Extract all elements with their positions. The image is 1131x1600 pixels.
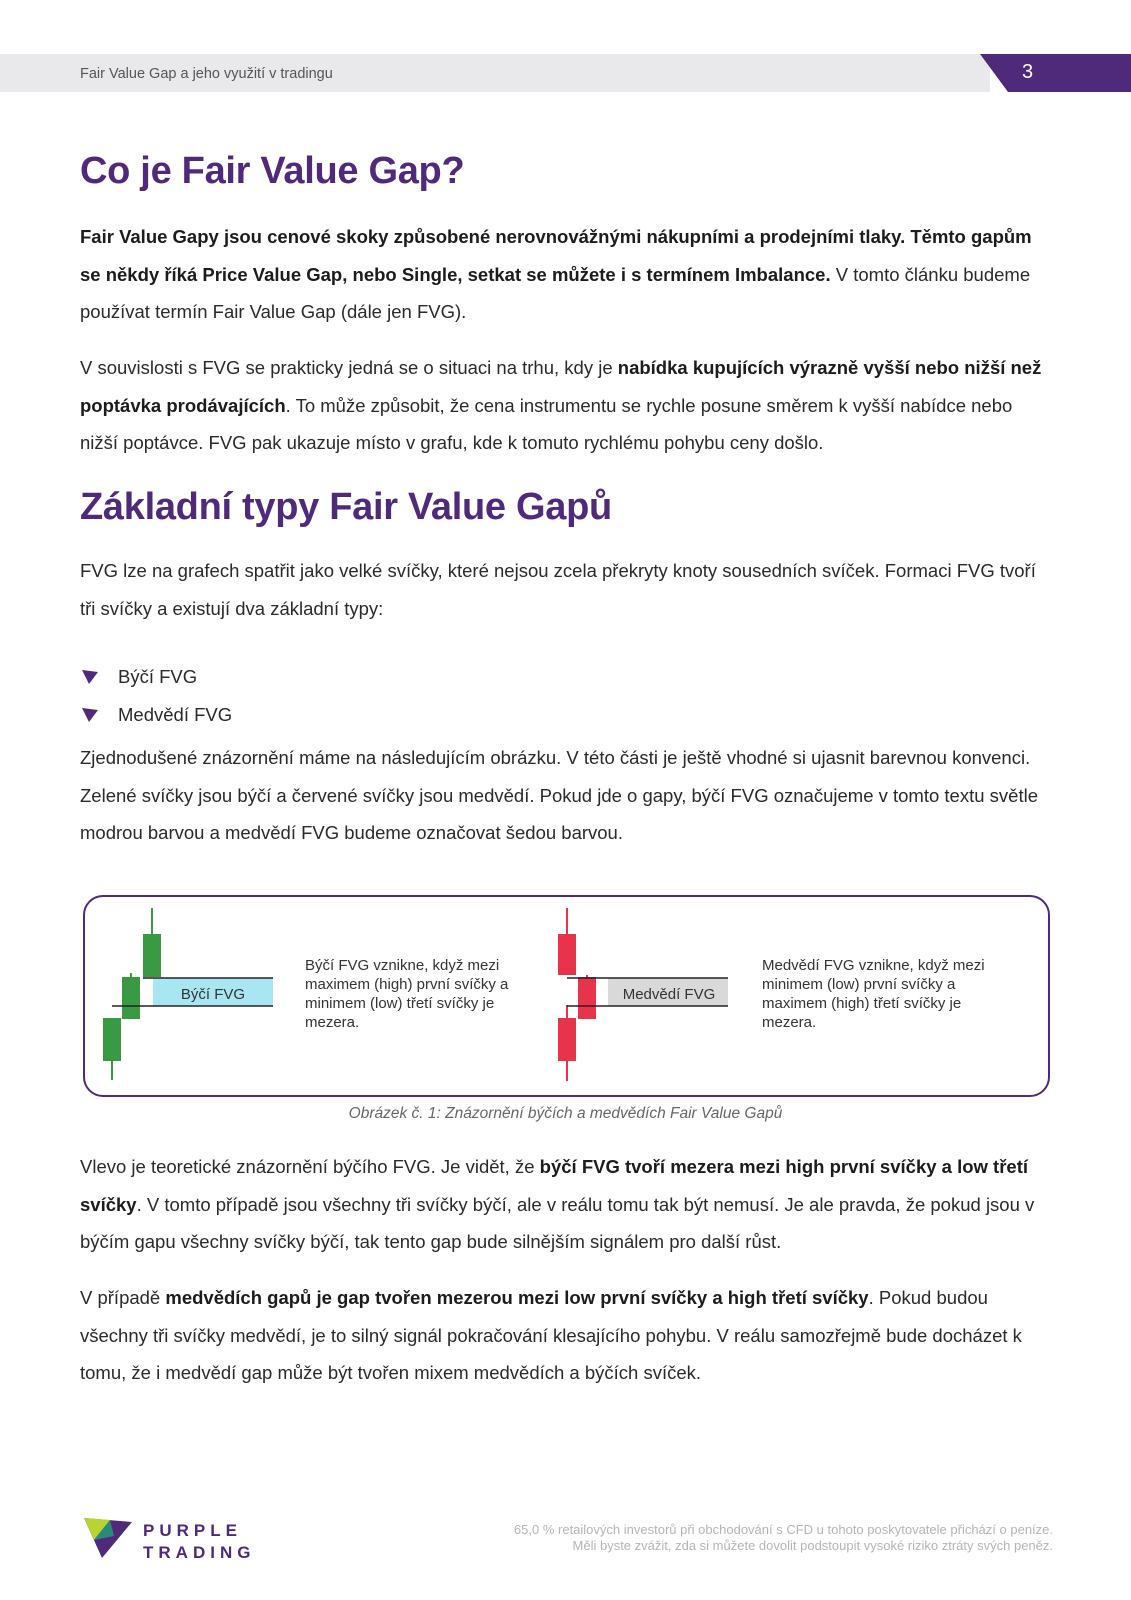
list-item xyxy=(80,696,232,734)
text-span: V souvislosti s FVG se prakticky jedná se o situaci na trhu, kdy je xyxy=(80,357,618,378)
paragraph-bearish-explanation xyxy=(80,1279,1052,1392)
bull-fvg-description: Býčí FVG vznikne, když mezi maximem (high) první svíčky a minimem (low) třetí svíčky je mezera. xyxy=(305,957,509,1031)
bull-candle-2 xyxy=(122,977,140,1019)
text-bold: býčí FVG tvoří mezera mezi high první svíčky a low třetí svíčky xyxy=(80,1156,1029,1215)
text-span: Vlevo je teoretické znázornění býčího FVG. Je vidět, že xyxy=(80,1156,540,1177)
logo-wordmark xyxy=(143,1520,255,1564)
logo-line-1: PURPLE xyxy=(143,1521,242,1540)
text-span: V případě xyxy=(80,1287,166,1308)
paragraph-market-situation xyxy=(80,349,1052,462)
triangle-bullet-icon xyxy=(82,670,98,684)
bear-gap-label: Medvědí FVG xyxy=(622,985,715,1003)
disclaimer-line-1: 65,0 % retailových investorů při obchodování s CFD u tohoto poskytovatele přichází o peníze. xyxy=(513,1522,1053,1537)
triangle-bullet-icon xyxy=(82,708,98,722)
paragraph-intro-types: FVG lze na grafech spatřit jako velké svíčky, které nejsou zcela překryty knoty sousedních svíček. Formaci FVG tvoří tři svíčky a existují dva základní typy: xyxy=(80,560,1036,619)
list-item xyxy=(80,658,232,696)
page-number: 3 xyxy=(1022,61,1034,83)
document-title: Fair Value Gap a jeho využití v tradingu xyxy=(80,66,333,82)
page-number-tab xyxy=(980,54,1131,92)
bear-candle-1 xyxy=(558,934,576,975)
text-span: . To může způsobit, že cena instrumentu se rychle posune směrem k vyšší nabídce nebo nižší poptávce. FVG pak ukazuje místo v grafu, kde k tomuto rychlému pohybu ceny došlo. xyxy=(80,394,1013,453)
bull-candle-3 xyxy=(143,934,161,977)
figure-caption: Obrázek č. 1: Znázornění býčích a medvědích Fair Value Gapů xyxy=(348,1105,783,1122)
heading-what-is-fvg: Co je Fair Value Gap? xyxy=(80,150,465,192)
text-bold: nabídka kupujících výrazně vyšší nebo nižší než poptávka prodávajících xyxy=(80,357,1042,416)
text-span: . Pokud budou všechny tři svíčky medvědí, je to silný signál pokračování klesajícího pohybu. V reálu samozřejmě bude docházet k tomu, že i medvědí gap může být tvořen mixem medvědích a býčích svíček. xyxy=(80,1287,1022,1383)
definition-bold: Fair Value Gapy jsou cenové skoky způsobené nerovnovážnými nákupními a prodejními tlaky. Těmto gapům se někdy říká Price Value Gap, nebo Single, setkat se můžete i s termínem Imbalance. xyxy=(80,226,1032,285)
definition-rest: V tomto článku budeme používat termín Fair Value Gap (dále jen FVG). xyxy=(80,263,1031,322)
fvg-figure xyxy=(83,895,1050,1097)
bear-fvg-description: Medvědí FVG vznikne, když mezi minimem (low) první svíčky a maximem (high) třetí svíčky je mezera. xyxy=(762,957,985,1031)
bull-gap-label: Býčí FVG xyxy=(180,985,245,1003)
text-bold: medvědích gapů je gap tvořen mezerou mezi low první svíčky a high třetí svíčky xyxy=(165,1287,869,1308)
disclaimer-line-2: Měli byste zvážit, zda si můžete dovolit podstoupit vysoké riziko ztráty svých peněz. xyxy=(572,1538,1053,1553)
logo-line-2: TRADING xyxy=(143,1543,256,1562)
bull-candle-1 xyxy=(103,1018,121,1061)
text-span: . V tomto případě jsou všechny tři svíčky býčí, ale v reálu tomu tak být nemusí. Je ale pravda, že pokud jsou v býčím gapu všechny svíčky býčí, tak tento gap bude silnějším signálem pro další růst. xyxy=(80,1193,1035,1252)
paragraph-color-convention: Zjednodušené znázornění máme na následujícím obrázku. V této části je ještě vhodné si ujasnit barevnou konvenci. Zelené svíčky jsou býčí a červené svíčky jsou medvědí. Pokud jde o gapy, býčí FVG označujeme v tomto textu světle modrou barvou a medvědí FVG budeme označovat šedou barvou. xyxy=(80,747,1038,843)
bear-candle-3 xyxy=(558,1018,576,1061)
paragraph-bullish-explanation xyxy=(80,1148,1052,1261)
risk-disclaimer xyxy=(514,1522,1053,1554)
list-item-label: Býčí FVG xyxy=(118,666,198,687)
heading-basic-types: Základní typy Fair Value Gapů xyxy=(80,486,612,528)
list-item-label: Medvědí FVG xyxy=(118,703,233,725)
paragraph-definition xyxy=(80,218,1052,331)
bear-candle-2 xyxy=(578,977,596,1019)
fvg-types-list xyxy=(80,658,232,733)
purple-trading-logo-icon xyxy=(84,1518,132,1558)
